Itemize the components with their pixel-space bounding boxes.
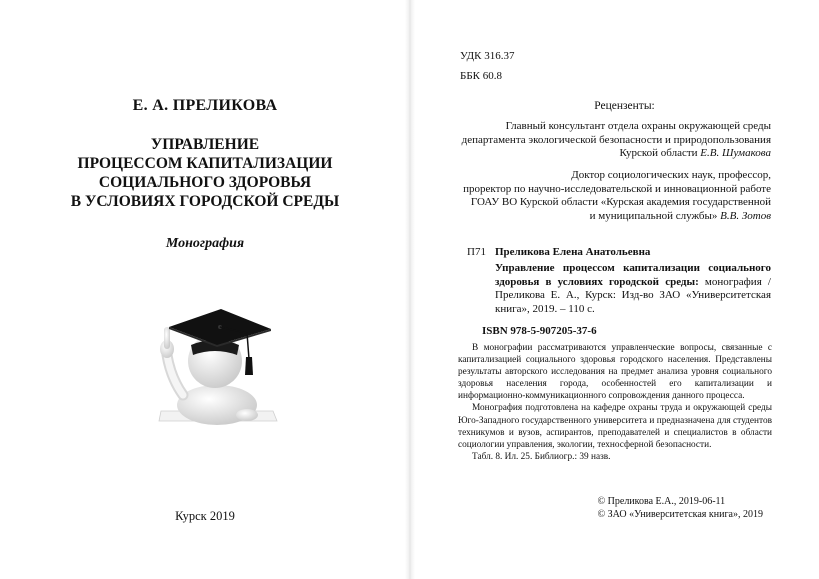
copyright-block [598,495,763,521]
genre-label: Монография [165,236,245,251]
reviewer-line: Доктор социологических наук, профессор, [571,169,771,181]
title-line: В УСЛОВИЯХ ГОРОДСКОЙ СРЕДЫ [70,193,340,210]
bbk-code: ББК 60.8 [460,70,502,82]
author-name: Е. А. ПРЕЛИКОВА [132,97,278,114]
udk-code: УДК 316.37 [460,50,515,62]
reviewer-1 [462,120,771,161]
reviewer-line: Главный консультант отдела охраны окружающей среды [505,120,771,132]
title-line: ПРОЦЕССОМ КАПИТАЛИЗАЦИИ [77,155,333,172]
graduate-figure-illustration [155,283,280,433]
abstract-paragraph: В монографии рассматриваются управленческие вопросы, связанные с капитализацией социального здоровья городского населения. Представлены результаты авторского исследования на предмет анализа уровня социального здоровья населения города, особенностей его капитализации и информационно-коммуникационного сопровождения данного процесса. [458,343,772,402]
isbn: ISBN 978-5-907205-37-6 [482,325,597,337]
reviewer-2 [463,169,771,223]
bibliographic-title: Управление процессом капитализации социального здоровья в условиях городской среды: [495,262,771,288]
reviewer-name: Е.В. Шумакова [700,147,771,159]
reviewer-line [462,147,771,161]
title-line: УПРАВЛЕНИЕ [150,136,260,153]
reviewer-affiliation: Курской области [619,147,701,159]
title-line: СОЦИАЛЬНОГО ЗДОРОВЬЯ [98,174,312,191]
reviewer-name: В.В. Зотов [720,209,771,222]
reviewer-line: проректор по научно-исследовательской и инновационной работе [463,182,771,195]
copyright-author: © Преликова Е.А., 2019-06-11 [597,496,726,507]
reviewer-line: департамента экологической безопасности и природопользования [461,133,771,146]
reviewer-line [463,210,771,224]
city-year: Курск 2019 [175,509,235,523]
copyright-publisher: © ЗАО «Университетская книга», 2019 [597,509,763,520]
imprint-page [410,0,819,579]
bibliographic-details: монография / Преликова Е. А., Курск: Изд-во ЗАО «Университетская книга», 2019. – 110 с. [495,275,771,315]
bibliographic-author: Преликова Елена Анатольевна [495,246,651,258]
classification-code: П71 [467,246,486,258]
reviewer-affiliation: и муниципальной службы» [589,209,721,222]
tables-note: Табл. 8. Ил. 25. Библиогр.: 39 назв. [472,451,611,462]
reviewers-heading: Рецензенты: [594,100,655,112]
abstract [458,342,772,463]
bibliographic-description [495,262,771,316]
abstract-paragraph: Монография подготовлена на кафедре охраны труда и окружающей среды Юго-Западного государственного университета и предназначена для студентов техникумов и вузов, аспирантов, преподавателей и специалистов в области социологии управления, экологии, техносферной безопасности. [458,403,772,450]
reviewer-line: ГОАУ ВО Курской области «Курская академия государственной [470,196,771,208]
book-title [0,135,410,211]
